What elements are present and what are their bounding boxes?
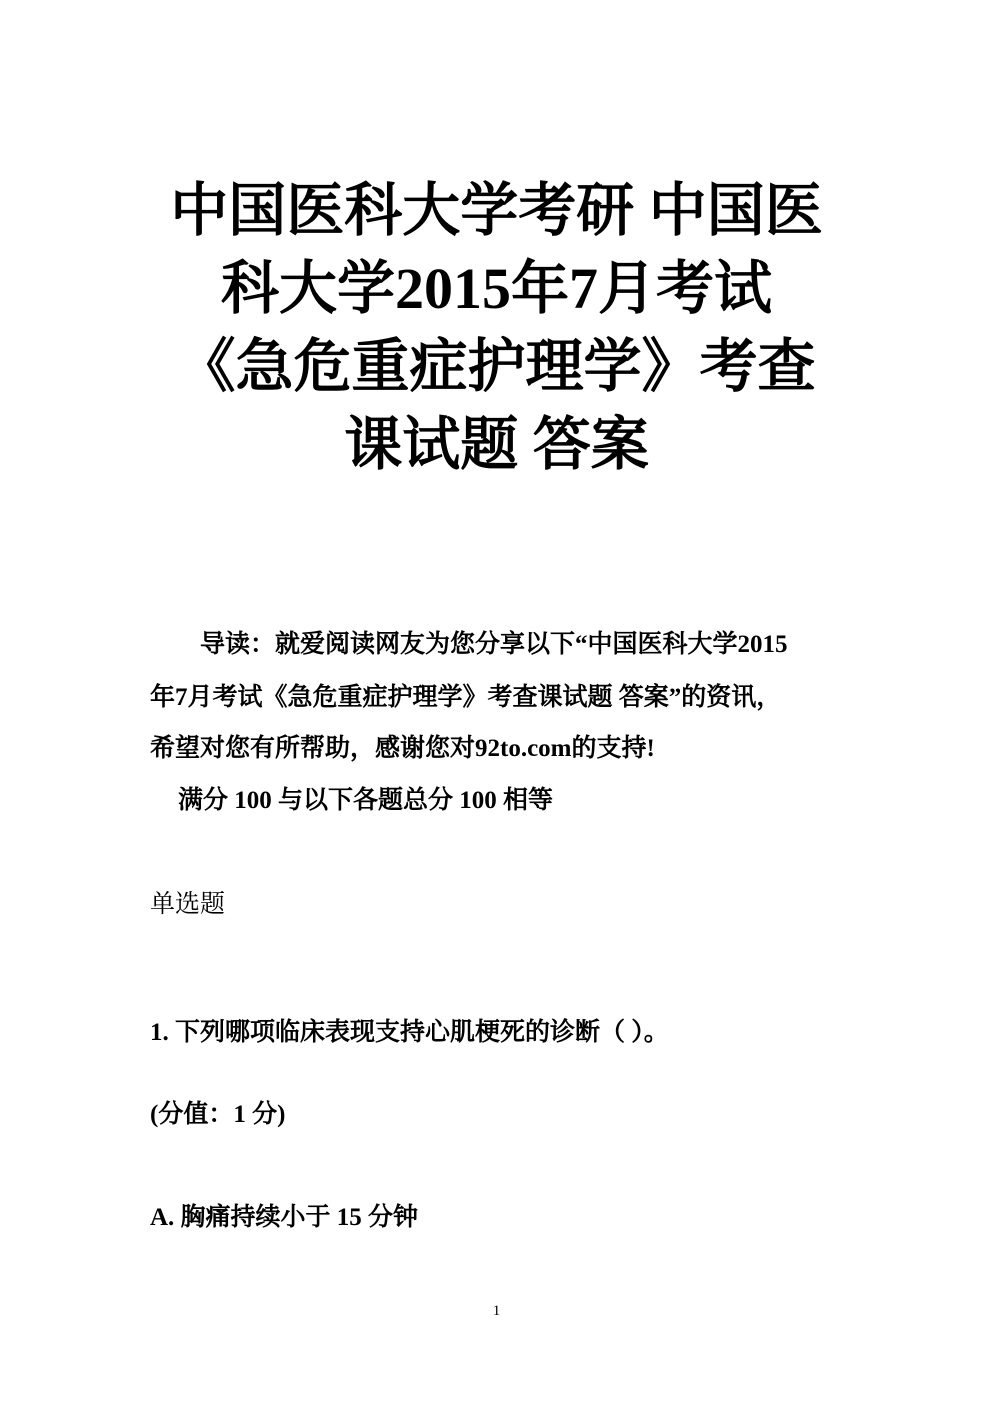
option-a: A. 胸痛持续小于 15 分钟 [150,1204,419,1231]
intro-line: 导读：就爱阅读网友为您分享以下“中国医科大学2015 [200,631,788,658]
title-line: 课试题 答案 [344,412,649,477]
title-line: 《急危重症护理学》考查 [177,334,816,399]
document-title [120,172,873,484]
page-number: 1 [492,1303,501,1319]
title-line: 科大学2015年7月考试 [220,256,772,321]
intro-line: 希望对您有所帮助，感谢您对92to.com的支持! [150,735,655,762]
intro-line: 年7月考试《急危重症护理学》考查课试题 答案”的资讯， [150,684,782,711]
question-score: (分值：1 分) [150,1101,286,1128]
question-text: 1. 下列哪项临床表现支持心肌梗死的诊断（ ）。 [150,1019,669,1046]
total-score-note: 满分 100 与以下各题总分 100 相等 [178,787,554,814]
section-heading: 单选题 [150,891,226,918]
title-line: 中国医科大学考研 中国医 [170,178,823,243]
